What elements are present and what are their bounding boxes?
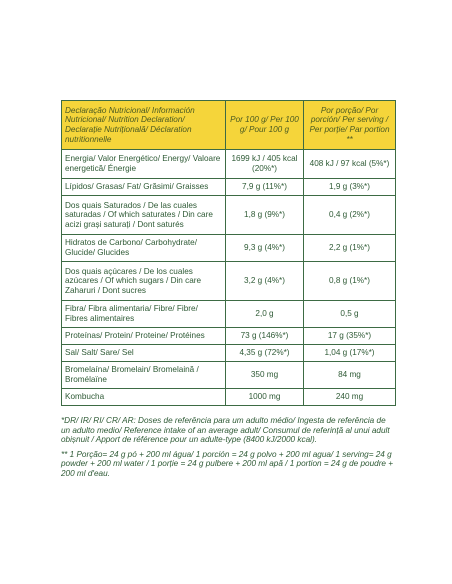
table-row-protein [62,328,396,345]
row-label: Proteínas/ Protein/ Proteine/ Protéines [62,328,226,345]
nutrition-label [61,100,395,484]
row-per-100g: 7,9 g (11%*) [226,179,304,196]
row-label: Hidratos de Carbono/ Carbohydrate/ Glucide/ Glucides [62,235,226,262]
table-row-sugars [62,262,396,301]
header-per-serving: Por porção/ Por porción/ Per serving / Per porție/ Par portion ** [304,101,396,150]
row-label: Energia/ Valor Energético/ Energy/ Valoare energetică/ Énergie [62,150,226,179]
row-per-100g: 4,35 g (72%*) [226,345,304,362]
table-row-fat [62,179,396,196]
row-label: Kombucha [62,389,226,406]
row-per-100g: 1000 mg [226,389,304,406]
table-row-energy [62,150,396,179]
row-per-100g: 73 g (146%*) [226,328,304,345]
row-per-100g: 9,3 g (4%*) [226,235,304,262]
row-per-100g: 3,2 g (4%*) [226,262,304,301]
row-per-100g: 1699 kJ / 405 kcal (20%*) [226,150,304,179]
row-per-serving: 1,9 g (3%*) [304,179,396,196]
footnotes [61,416,395,479]
header-per-100g: Por 100 g/ Per 100 g/ Pour 100 g [226,101,304,150]
row-per-serving: 84 mg [304,362,396,389]
table-row-kombucha [62,389,396,406]
row-per-serving: 2,2 g (1%*) [304,235,396,262]
table-row-fibre [62,301,396,328]
footnote-reference-intake: *DR/ IR/ RI/ CR/ AR: Doses de referência para um adulto médio/ Ingesta de referência de un adulto medio/ Reference intake of an average adult/ Consumul de referință al unui adult obișnuit / Apport de référence pour un adulte-type (8400 kJ/2000 kcal). [61,416,390,445]
row-per-serving: 0,8 g (1%*) [304,262,396,301]
row-per-serving: 1,04 g (17%*) [304,345,396,362]
row-per-serving: 17 g (35%*) [304,328,396,345]
row-per-serving: 408 kJ / 97 kcal (5%*) [304,150,396,179]
row-per-serving: 240 mg [304,389,396,406]
table-row-saturates [62,196,396,235]
table-row-salt [62,345,396,362]
row-label: Bromelaína/ Bromelain/ Bromelaină / Bromélaïne [62,362,226,389]
row-label: Lípidos/ Grasas/ Fat/ Grăsimi/ Graisses [62,179,226,196]
table-header-row [62,101,396,150]
row-per-100g: 1,8 g (9%*) [226,196,304,235]
row-per-serving: 0,5 g [304,301,396,328]
row-label: Sal/ Salt/ Sare/ Sel [62,345,226,362]
table-row-bromelain [62,362,396,389]
row-per-100g: 2,0 g [226,301,304,328]
header-declaration: Declaração Nutricional/ Información Nutricional/ Nutrition Declaration/ Declarație Nutrițională/ Déclaration nutritionnelle [62,101,226,150]
footnote-serving: ** 1 Porção= 24 g pó + 200 ml água/ 1 porción = 24 g polvo + 200 ml agua/ 1 serving= 24 g powder + 200 ml water / 1 porție = 24 g pulbere + 200 ml apă / 1 portion = 24 g de poudre + 200 ml d'eau. [61,449,394,478]
row-label: Dos quais açúcares / De los cuales azúcares / Of which sugars / Din care Zaharuri / Dont sucres [62,262,226,301]
row-label: Dos quais Saturados / De las cuales saturadas / Of which saturates / Din care acizi grași saturați / Dont saturés [62,196,226,235]
table-row-carbohydrate [62,235,396,262]
nutrition-table [61,100,396,406]
row-label: Fibra/ Fibra alimentaria/ Fibre/ Fibre/ Fibres alimentaires [62,301,226,328]
row-per-100g: 350 mg [226,362,304,389]
row-per-serving: 0,4 g (2%*) [304,196,396,235]
